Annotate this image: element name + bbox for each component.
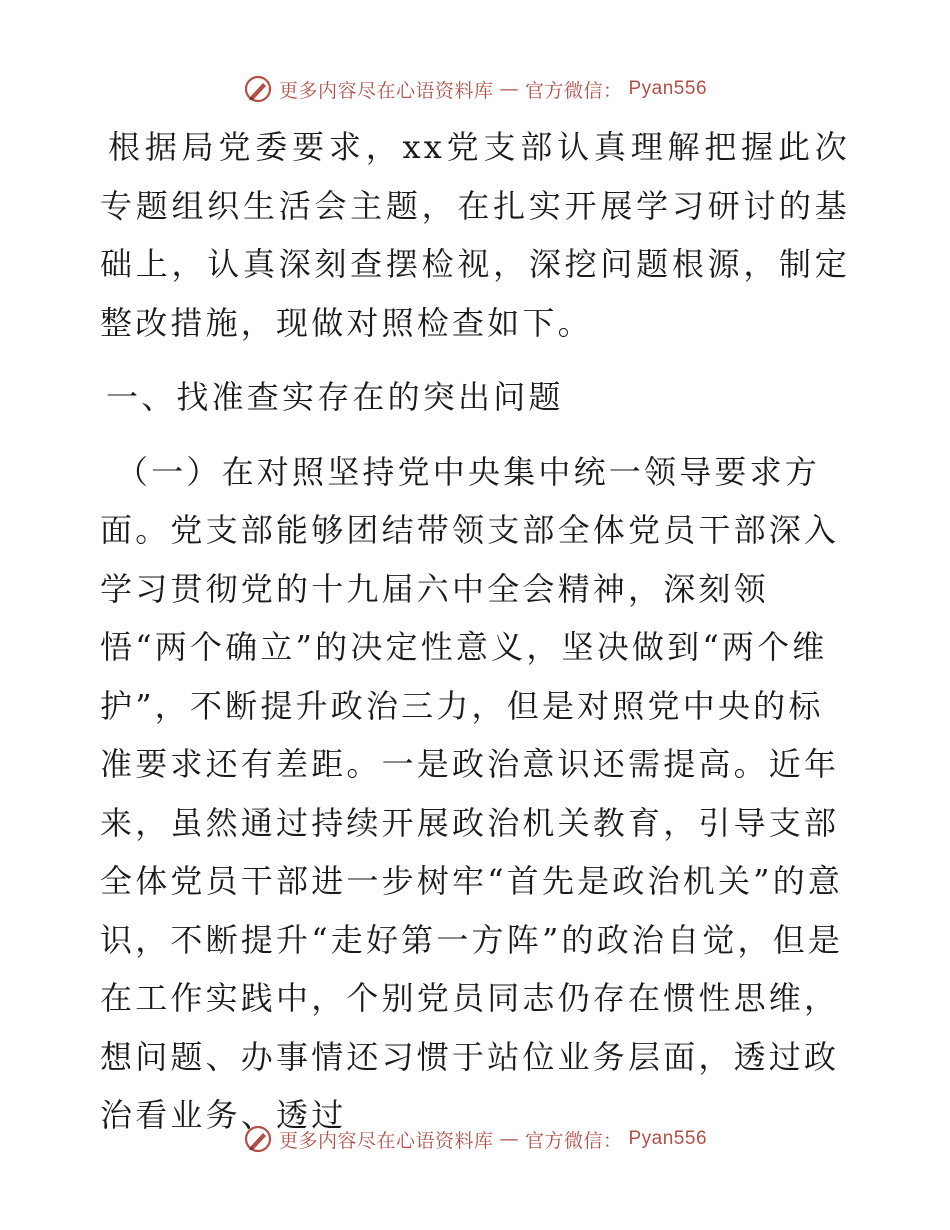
subsection-heading: （一）在对照坚持党中央集中统一领导要求方: [116, 452, 821, 491]
intro-paragraph: 根据局党委要求，xx党支部认真理解把握此次专题组织生活会主题，在扎实开展学习研讨的基础上，认真深刻查摆检视，深挖问题根源，制定整改措施，现做对照检查如下。: [100, 128, 850, 342]
watermark-header: [0, 74, 950, 104]
watermark-separator: —: [499, 78, 519, 100]
watermark-official-label: 官方微信：: [524, 79, 623, 102]
watermark-text: 更多内容尽在心语资料库: [278, 79, 494, 102]
watermark-separator: —: [499, 1128, 519, 1150]
watermark-wechat-id: Pyan556: [628, 1128, 708, 1149]
section-heading: 一、找准查实存在的突出问题: [106, 378, 564, 416]
watermark-text: 更多内容尽在心语资料库: [278, 1129, 494, 1152]
watermark-footer: [0, 1124, 950, 1154]
watermark-official-label: 官方微信：: [524, 1129, 623, 1152]
pen-logo-icon: [243, 74, 273, 104]
subsection-body: 面。党支部能够团结带领支部全体党员干部深入学习贯彻党的十九届六中全会精神，深刻领悟“两个确立”的决定性意义，坚决做到“两个维护”，不断提升政治三力，但是对照党中央的标准要求还有差距。一是政治意识还需提高。近年来，虽然通过持续开展政治机关教育，引导支部全体党员干部进一步树牢“首先是政治机关”的意识，不断提升“走好第一方阵”的政治自觉，但是在工作实践中，个别党员同志仍存在惯性思维，想问题、办事情还习惯于站位业务层面，透过政治看业务、透过: [100, 511, 844, 1134]
document-body: [100, 118, 850, 1145]
watermark-wechat-id: Pyan556: [628, 78, 708, 99]
pen-logo-icon: [243, 1124, 273, 1154]
